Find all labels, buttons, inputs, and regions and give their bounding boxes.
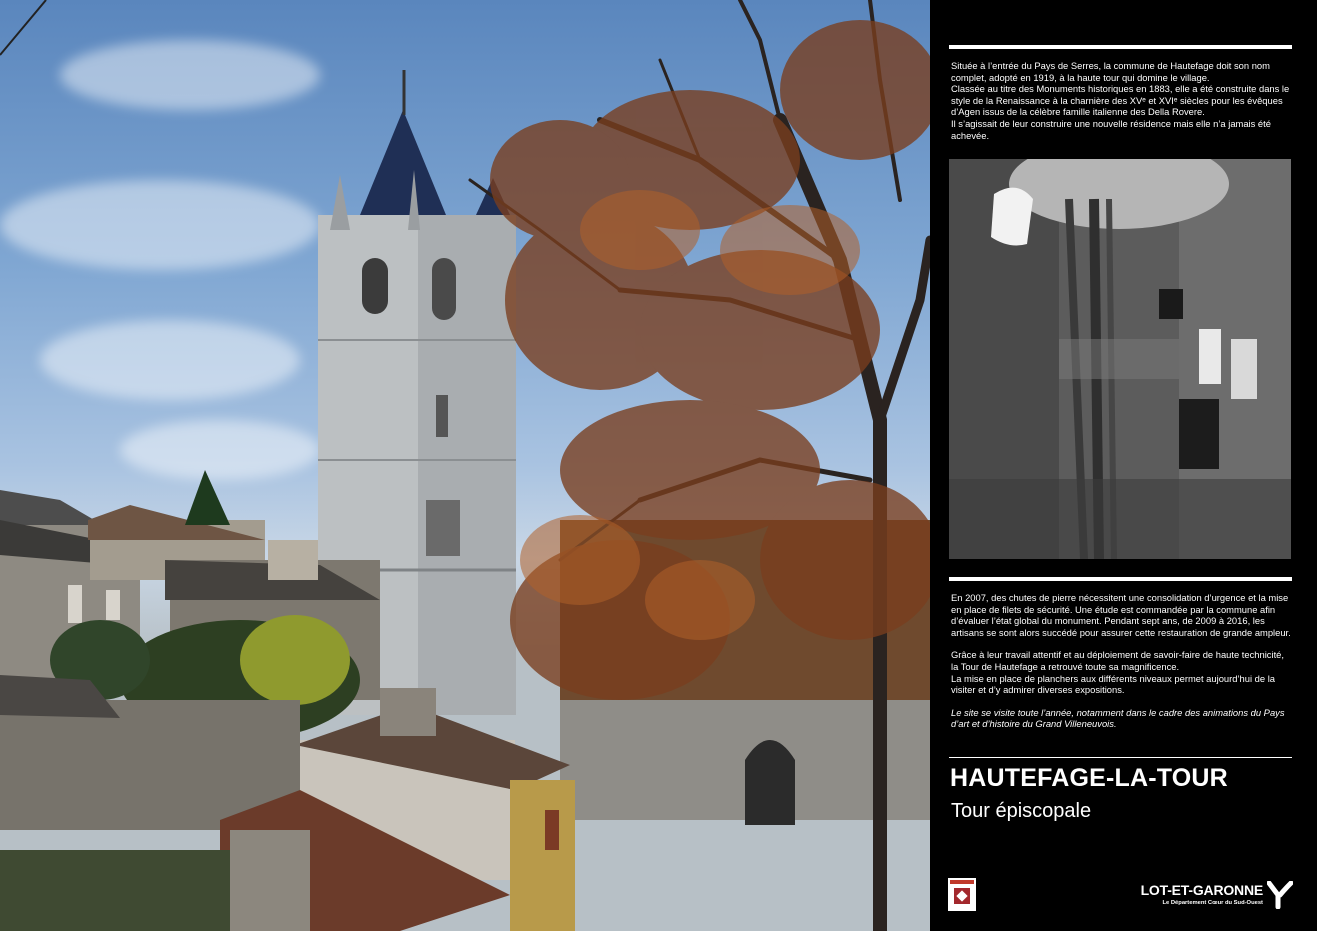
middle-divider xyxy=(949,577,1292,581)
info-panel xyxy=(930,0,1317,931)
body-paragraph-1: En 2007, des chutes de pierre nécessitent une consolidation d’urgence et la mise en place de filets de sécurité. Une étude est commandée par la commune afin d’évaluer l’état global du monument. Pendant sept ans, de 2009 à 2016, les artisans se sont alors succédé pour assurer cette restauration de grande ampleur. xyxy=(951,592,1291,638)
brand-tagline: Le Département Cœur du Sud-Ouest xyxy=(1162,900,1263,906)
tower-interior-illustration xyxy=(949,159,1291,559)
tower-interior-photo xyxy=(949,159,1291,559)
visit-note: Le site se visite toute l’année, notamment dans le cadre des animations du Pays d’art et d’histoire du Grand Villeneuvois. xyxy=(951,706,1285,730)
intro-paragraph-2: Classée au titre des Monuments historiques en 1883, elle a été construite dans le style de la Renaissance à la charnière des XVᵉ et XVIᵉ siècles pour les évêques d’Agen issus de la célèbre famille italienne des Della Rovere. xyxy=(951,83,1290,118)
page-title: HAUTEFAGE-LA-TOUR xyxy=(950,764,1228,792)
department-logo xyxy=(1141,881,1293,906)
body-paragraph-2: Grâce à leur travail attentif et au déploiement de savoir-faire de haute technicité, la Tour de Hautefage a retrouvé toute sa magnificence. xyxy=(951,649,1285,672)
pays-art-histoire-logo xyxy=(948,878,976,911)
page-subtitle: Tour épiscopale xyxy=(951,800,1092,822)
intro-paragraph-3: Il s’agissait de leur construire une nouvelle résidence mais elle n’a jamais été achevée. xyxy=(951,117,1271,141)
brand-y-icon xyxy=(1267,881,1293,909)
title-divider xyxy=(949,757,1292,758)
top-divider xyxy=(949,45,1292,49)
brand-name: LOT-ET-GARONNE xyxy=(1140,881,1263,898)
body-text xyxy=(951,592,1292,730)
body-paragraph-3: La mise en place de planchers aux différents niveaux permet aujourd’hui de la visiter et d’y admirer diverses expositions. xyxy=(951,672,1275,696)
intro-paragraph-1: Située à l’entrée du Pays de Serres, la commune de Hautefage doit son nom complet, adopté en 1919, à la haute tour qui domine le village. xyxy=(951,60,1270,83)
intro-text xyxy=(951,60,1292,141)
